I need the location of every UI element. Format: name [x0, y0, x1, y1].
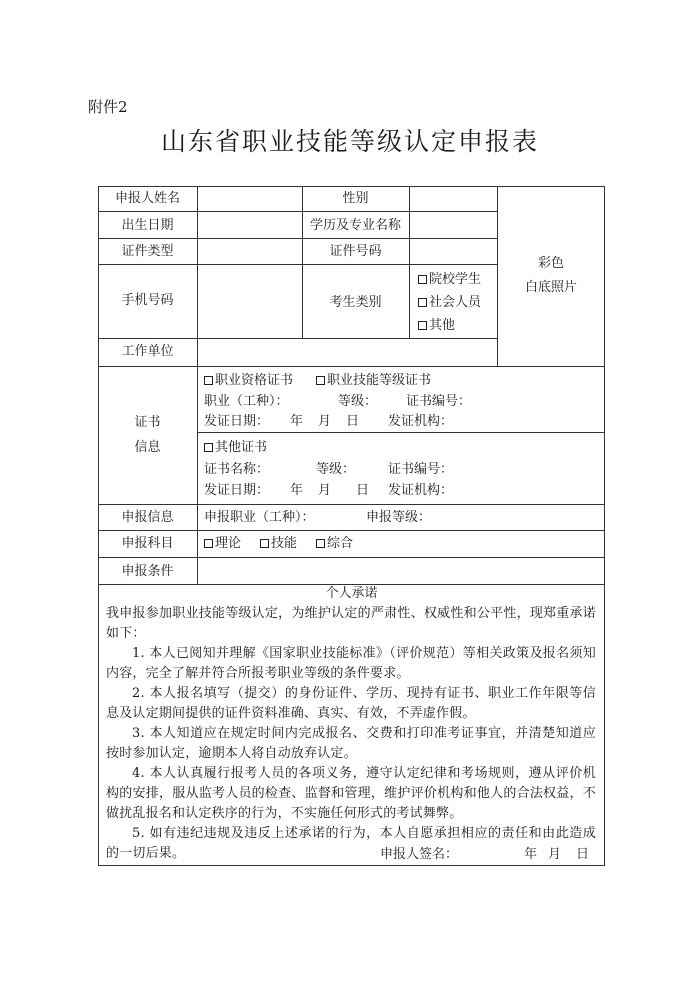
signature-label: 申报人签名： [380, 847, 459, 862]
label-candidate-type: 考生类别 [329, 295, 382, 310]
rule [98, 584, 605, 585]
checkbox-icon [204, 443, 213, 452]
label-phone: 手机号码 [121, 293, 174, 308]
rule [98, 557, 605, 558]
cert-day: 日 [346, 414, 360, 429]
label-work-unit: 工作单位 [121, 344, 174, 359]
rule [98, 366, 605, 367]
cert-occupation: 职业（工种）： [204, 394, 289, 409]
other-cert-issuer: 发证机构： [388, 483, 454, 498]
label-apply-condition: 申报条件 [121, 564, 174, 579]
rule [98, 530, 605, 531]
label-birth-date: 出生日期 [121, 218, 174, 233]
cert-issuer: 发证机构： [388, 414, 454, 429]
signature-year: 年 [524, 847, 538, 862]
rule [302, 186, 303, 338]
cert-year: 年 [290, 414, 304, 429]
subject-comprehensive[interactable]: 综合 [316, 536, 353, 552]
cert-month: 月 [318, 414, 332, 429]
pledge-item-5: 5. 如有违纪违规及违反上述承诺的行为，本人自愿承担相应的责任和由此造成的一切后果。 [106, 826, 596, 861]
border-bottom [98, 865, 605, 866]
label-id-type: 证件类型 [121, 244, 174, 259]
other-cert-number: 证书编号： [388, 462, 454, 477]
application-form [98, 186, 605, 866]
label-apply-info: 申报信息 [121, 510, 174, 525]
pledge-item-1: 1. 本人已阅知并理解《国家职业技能标准》（评价规范）等相关政策及报名须知内容，完全了解并符合所报考职业等级的条件要求。 [106, 646, 596, 681]
other-cert-day: 日 [356, 483, 370, 498]
rule [409, 186, 410, 338]
rule [197, 432, 605, 433]
signature-day: 日 [576, 847, 590, 862]
checkbox-icon [260, 539, 269, 548]
photo-label-2: 白底照片 [524, 280, 577, 295]
pledge-intro: 我申报参加职业技能等级认定，为维护认定的严肃性、权威性和公平性，现郑重承诺如下： [106, 606, 596, 641]
label-apply-subject: 申报科目 [121, 536, 174, 551]
rule [98, 504, 605, 505]
other-cert-month: 月 [318, 483, 332, 498]
photo-label-1: 彩色 [537, 256, 564, 271]
signature-month: 月 [548, 847, 562, 862]
other-cert-name: 证书名称： [204, 462, 270, 477]
label-education: 学历及专业名称 [309, 218, 401, 233]
checkbox-icon [204, 539, 213, 548]
border-left [98, 186, 99, 866]
option-student[interactable]: 院校学生 [418, 272, 481, 288]
pledge-item-4: 4. 本人认真履行报考人员的各项义务，遵守认定纪律和考场规则，遵从评价机构的安排，服从监考人员的检查、监督和管理，维护评价机构和他人的合法权益，不做扰乱报名和认定秩序的行为，不实施任何形式的考试舞弊。 [106, 766, 596, 821]
other-cert-year: 年 [290, 483, 304, 498]
apply-occupation: 申报职业（工种）： [204, 510, 315, 525]
rule [98, 238, 497, 239]
checkbox-icon [418, 321, 427, 330]
label-name: 申报人姓名 [114, 191, 180, 206]
apply-level: 申报等级： [366, 510, 432, 525]
checkbox-icon [418, 298, 427, 307]
other-cert-issue-date: 发证日期： [204, 483, 270, 498]
cert-number: 证书编号： [406, 394, 472, 409]
cert-issue-date: 发证日期： [204, 414, 270, 429]
rule [497, 186, 498, 366]
option-other-cert[interactable]: 其他证书 [204, 440, 267, 456]
rule [98, 264, 497, 265]
cert-level: 等级： [338, 394, 378, 409]
label-gender: 性别 [342, 191, 369, 206]
option-skill-level-cert[interactable]: 职业技能等级证书 [316, 373, 431, 389]
form-title: 山东省职业技能等级认定申报表 [160, 127, 539, 156]
checkbox-icon [418, 275, 427, 284]
checkbox-icon [204, 376, 213, 385]
pledge-item-2: 2. 本人报名填写（提交）的身份证件、学历、现持有证书、职业工作年限等信息及认定期间提供的证件资料准确、真实、有效，不弄虚作假。 [106, 686, 596, 721]
label-cert-1: 证书 [134, 415, 161, 430]
rule [197, 186, 198, 584]
subject-theory[interactable]: 理论 [204, 536, 241, 552]
checkbox-icon [316, 376, 325, 385]
rule [98, 211, 497, 212]
option-qualification-cert[interactable]: 职业资格证书 [204, 373, 293, 389]
subject-skill[interactable]: 技能 [260, 536, 297, 552]
rule [98, 338, 497, 339]
option-other[interactable]: 其他 [418, 318, 455, 334]
other-cert-level: 等级： [316, 462, 356, 477]
label-id-number: 证件号码 [329, 244, 382, 259]
label-cert-2: 信息 [134, 440, 161, 455]
checkbox-icon [316, 539, 325, 548]
pledge-item-3: 3. 本人知道应在规定时间内完成报名、交费和打印准考证事宜，并清楚知道应按时参加认定，逾期本人将自动放弃认定。 [106, 726, 596, 761]
pledge-title: 个人承诺 [325, 586, 378, 601]
border-top [98, 186, 605, 187]
option-social[interactable]: 社会人员 [418, 295, 481, 311]
annex-label: 附件2 [88, 98, 128, 116]
